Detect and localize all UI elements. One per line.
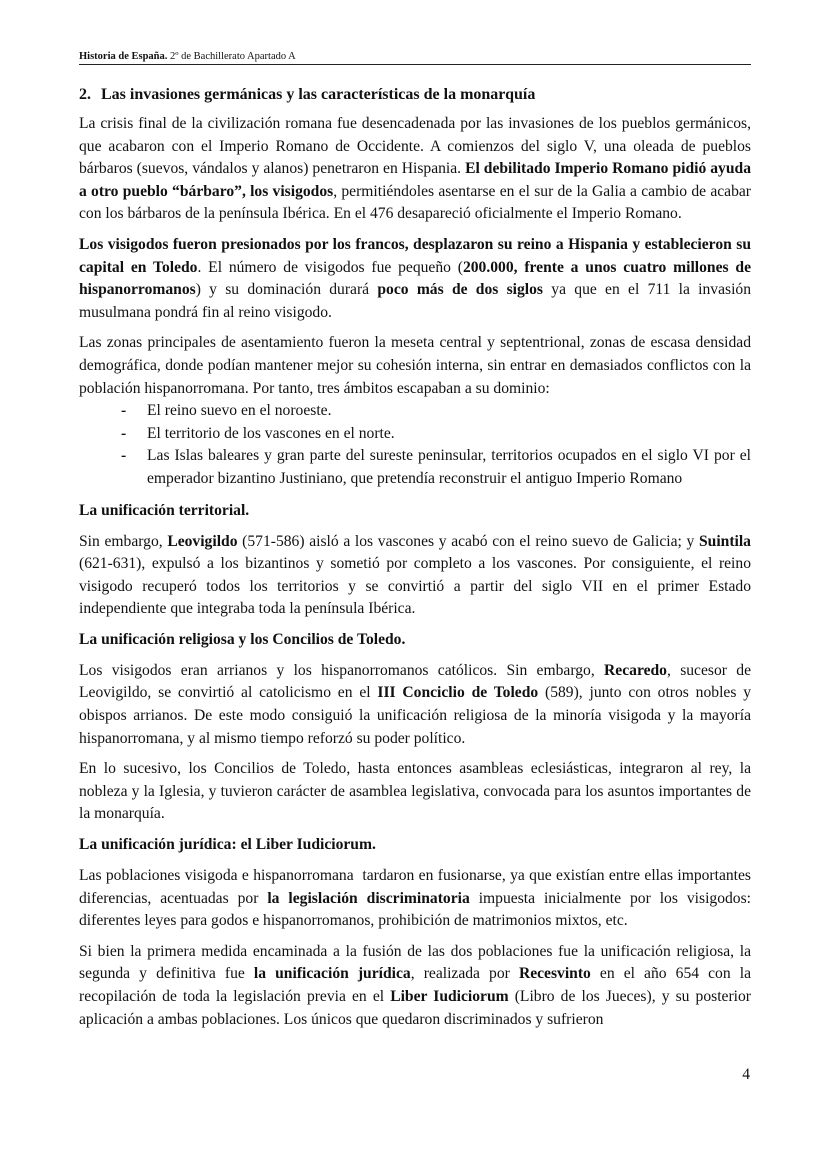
header-course: 2º de Bachillerato Apartado A	[167, 51, 296, 62]
dash-bullet-icon: -	[121, 447, 127, 465]
section-title	[79, 85, 535, 105]
document-body	[79, 113, 755, 1039]
running-header	[79, 51, 751, 65]
bold-text: El debilitado Imperio Romano pidió ayuda a otro pueblo “bárbaro”, los visigodos	[79, 160, 751, 200]
paragraph-invasions	[79, 113, 751, 226]
text: . El número de visigodos fue pequeño (	[197, 258, 463, 276]
bold-text: la unificación jurídica	[253, 965, 411, 983]
text: ya que en el 711 la invasión musulmana pondrá fin al reino visigodo.	[79, 281, 752, 321]
text: ) y su dominación durará	[195, 281, 378, 299]
bold-text: Recaredo	[604, 661, 667, 679]
text: Los visigodos eran arrianos y los hispanorromanos católicos. Sin embargo,	[79, 661, 605, 679]
bold-text: Los visigodos fueron presionados por los francos, desplazaron su reino a Hispania y establecieron su capital en Toledo	[79, 235, 751, 276]
list-item-text: Las Islas baleares y gran parte del sureste peninsular, territorios ocupados en el siglo VI por el emperador bizantino Justiniano, que pretendía reconstruir el antiguo Imperio Romano	[147, 447, 751, 487]
list-item-text: El reino suevo en el noroeste.	[147, 402, 332, 420]
text: La crisis final de la civilización romana fue desencadenada por las invasiones de los pueblos germánicos, que acabaron con el Imperio Romano de Occidente. A comienzos del siglo V, una oleada de pueblos bárbaros (suevos, vándalos y alanos) penetraron en Hispania.	[79, 115, 751, 178]
text: Sin embargo,	[79, 532, 168, 550]
dash-bullet-icon: -	[121, 424, 127, 442]
paragraph-liber-iudiciorum	[79, 941, 751, 1031]
text: , permitiéndoles asentarse en el sur de la Galia a cambio de acabar con los bárbaros de la península Ibérica. En el 476 desapareció oficialmente el Imperio Romano.	[79, 182, 752, 223]
text: (621-631), expulsó a los bizantinos y sometió por completo a los vascones. Por consiguiente, el reino visigodo recuperó todos los territorios y se convirtió a partir del siglo VII en el primer Estado independiente que integraba toda la península Ibérica.	[79, 555, 751, 618]
text: Si bien la primera medida encaminada a la fusión de las dos poblaciones fue la unificación religiosa, la segunda y definitiva fue	[79, 942, 751, 983]
section-number: 2.	[79, 86, 91, 103]
paragraph-visigoths-toledo	[79, 234, 751, 324]
text: (Libro de los Jueces), y su posterior aplicación a ambas poblaciones. Los únicos que quedaron discriminados y sufrieron	[79, 988, 751, 1028]
header-subject: Historia de España.	[79, 51, 168, 62]
section-title-text: Las invasiones germánicas y las características de la monarquía	[101, 86, 536, 103]
paragraph-territorial	[79, 531, 751, 621]
page-number: 4	[742, 1066, 750, 1083]
bold-text: Liber Iudiciorum	[390, 988, 509, 1005]
text: impuesta inicialmente por los visigodos: diferentes leyes para godos e hispanorromanos, prohibición de matrimonios mixtos, etc.	[79, 889, 751, 930]
bold-text: III Conciclio de Toledo	[377, 684, 539, 702]
heading-territorial-unification: La unificación territorial.	[79, 501, 250, 519]
bold-text: Suintila	[698, 532, 751, 550]
text: , realizada por	[410, 965, 519, 983]
list-item	[121, 400, 751, 423]
text: (571-586) aisló a los vascones y acabó con el reino suevo de Galicia; y	[237, 532, 699, 550]
bold-text: 200.000, frente a unos cuatro millones de hispanorromanos	[79, 258, 751, 299]
text: en el año 654 con la recopilación de toda la legislación previa en el	[79, 965, 751, 1005]
text: Las poblaciones visigoda e hispanorromana tardaron en fusionarse, ya que existían entre ellas importantes diferencias, acentuadas por	[79, 867, 755, 907]
text: , sucesor de Leovigildo, se convirtió al catolicismo en el	[79, 661, 751, 702]
list-item-text: El territorio de los vascones en el norte.	[147, 424, 395, 442]
paragraph-councils: En lo sucesivo, los Concilios de Toledo, hasta entonces asambleas eclesiásticas, integraron al rey, la nobleza y la Iglesia, y tuvieron carácter de asamblea legislativa, convocada para los asuntos importantes de la monarquía.	[79, 760, 751, 823]
bold-text: Recesvinto	[518, 965, 591, 983]
list-item	[121, 423, 751, 446]
paragraph-religious	[79, 660, 751, 750]
text: (589), junto con otros nobles y obispos arrianos. De este modo consiguió la unificación religiosa de la minoría visigoda y la mayoría hispanorromana, y al mismo tiempo reforzó su poder político.	[79, 684, 751, 747]
dash-bullet-icon: -	[121, 402, 127, 420]
heading-juridical-unification: La unificación jurídica: el Liber Iudiciorum.	[79, 836, 376, 854]
bold-text: poco más de dos siglos	[377, 281, 544, 299]
heading-religious-unification: La unificación religiosa y los Concilios de Toledo.	[79, 630, 406, 648]
paragraph-populations	[79, 865, 755, 933]
bold-text: Leovigildo	[167, 532, 238, 550]
bold-text: la legislación discriminatoria	[267, 889, 470, 907]
paragraph-settlement-zones: Las zonas principales de asentamiento fueron la meseta central y septentrional, zonas de escasa densidad demográfica, donde podían mantener mejor su cohesión interna, sin entrar en demasiados conflictos con la población hispanorromana. Por tanto, tres ámbitos escapaban a su dominio:	[79, 334, 751, 397]
dash-list	[79, 400, 751, 490]
list-item	[121, 445, 751, 490]
